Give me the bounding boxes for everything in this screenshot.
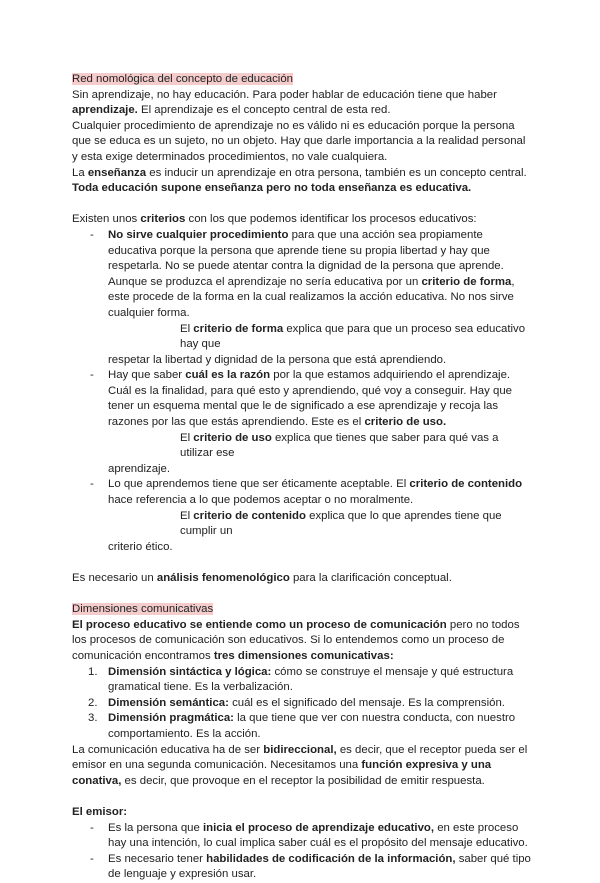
text: pero no todos los procesos de comunicación son educativos. Si lo entendemos como un proceso de comunicación encontramos	[72, 618, 520, 662]
text: , este procede de la forma en la cual realizamos la acción educativa. No nos sirve cualquier forma.	[108, 275, 515, 319]
bold-text: función expresiva y una conativa,	[72, 759, 492, 787]
text: Existen unos	[72, 213, 141, 226]
list-item	[72, 821, 534, 852]
bold-text: cuál es la razón	[185, 369, 271, 382]
text: El	[180, 431, 194, 444]
bold-text: criterio de contenido	[193, 509, 306, 522]
text: La	[72, 166, 88, 179]
text: cómo se construye el mensaje y qué estructura gramatical tiene. Es la verbalización.	[108, 665, 514, 694]
list-item	[72, 711, 534, 742]
text: es inducir un aprendizaje en otra persona, también es un concepto central.	[146, 166, 527, 179]
bold-text: No sirve cualquier procedimiento	[108, 228, 289, 241]
paragraph	[72, 181, 534, 197]
bold-text: criterio de uso	[193, 431, 272, 444]
paragraph	[72, 743, 534, 790]
paragraph	[72, 212, 534, 228]
bold-text: bidireccional,	[263, 743, 337, 756]
text: explica que lo que aprendes tiene que cumplir un	[180, 509, 502, 538]
bold-text: Toda educación supone enseñanza pero no toda enseñanza es educativa.	[72, 182, 472, 195]
section-heading-emisor	[72, 805, 534, 821]
bold-text: criterio de uso.	[364, 416, 447, 429]
paragraph: Cualquier procedimiento de aprendizaje no es válido ni es educación porque la persona que se educa es un sujeto, no un objeto. Hay que darle importancia a la realidad personal y esta exige determinados procedimientos, no vale cualquiera.	[72, 119, 526, 163]
spacer	[72, 197, 534, 213]
text: es decir, que el receptor pueda ser el emisor en una segunda comunicación. Necesitamos una	[72, 743, 528, 772]
indented-note	[108, 431, 534, 462]
spacer	[72, 789, 534, 805]
indented-note-continuation: respetar la libertad y dignidad de la persona que está aprendiendo.	[108, 353, 447, 366]
text: Es necesario un	[72, 572, 157, 584]
text: El aprendizaje es el concepto central de esta red.	[137, 104, 391, 117]
heading-highlight: Dimensiones comunicativas	[72, 603, 214, 616]
list-number: 3.	[88, 712, 98, 725]
list-item	[72, 696, 534, 712]
bold-text: enseñanza	[87, 166, 147, 179]
bold-text: El proceso educativo se entiende como un proceso de comunicación	[72, 618, 447, 631]
text: Lo que aprendemos tiene que ser éticamente aceptable. El	[108, 478, 410, 491]
text: en este proceso hay una intención, lo cual implica saber cuál es el propósito del mensaje educativo.	[108, 821, 528, 850]
text: es decir, que provoque en el receptor la posibilidad de emitir respuesta.	[121, 774, 485, 787]
text: para que una acción sea propiamente educativa porque la persona que aprende tiene su propia libertad y hay que respetarla. No se puede atentar contra la dignidad de la persona que aprende. Aunque se produzca el aprendizaje no sería educativa por un	[108, 228, 504, 288]
paragraph	[72, 166, 534, 182]
text: El	[180, 509, 194, 522]
bold-text: El emisor:	[72, 805, 128, 818]
paragraph	[72, 88, 534, 119]
spacer	[72, 555, 534, 571]
indented-note	[108, 509, 534, 540]
bold-text: criterio de contenido	[409, 478, 523, 491]
text: cuál es el significado del mensaje. Es la comprensión.	[228, 696, 505, 709]
list-item	[72, 665, 534, 696]
list-number: 2.	[88, 696, 98, 709]
text: Es la persona que	[108, 821, 203, 834]
list-item	[72, 852, 534, 883]
list-item	[72, 228, 534, 368]
text: saber qué tipo de lenguaje y expresión usar.	[108, 852, 531, 881]
indented-note-continuation: criterio ético.	[108, 540, 173, 553]
bold-text: criterio de forma	[421, 275, 512, 288]
bold-text: habilidades de codificación de la información,	[206, 852, 456, 865]
indented-note	[108, 322, 534, 353]
list-item	[72, 477, 534, 555]
bold-text: criterios	[140, 213, 186, 226]
text: la que tiene que ver con nuestra conducta, con nuestro comportamiento. Es la acción.	[108, 712, 516, 740]
criteria-list	[72, 228, 534, 555]
document-page	[72, 72, 534, 883]
text: hace referencia a lo que podemos aceptar o no moralmente.	[108, 494, 414, 507]
text: Es necesario tener	[108, 852, 207, 865]
emisor-list	[72, 821, 534, 883]
section-heading-red-nomologica	[72, 72, 534, 88]
spacer	[72, 587, 534, 603]
heading-highlight: Red nomológica del concepto de educación	[72, 73, 294, 85]
bold-text: criterio de forma	[193, 322, 284, 335]
text: con los que podemos identificar los procesos educativos:	[185, 213, 477, 226]
paragraph	[72, 618, 534, 665]
text: Sin aprendizaje, no hay educación. Para poder hablar de educación tiene que haber	[72, 88, 497, 101]
bold-text: aprendizaje.	[72, 104, 138, 117]
text: La comunicación educativa ha de ser	[72, 743, 264, 756]
indented-note-continuation: aprendizaje.	[108, 462, 171, 475]
bold-text: tres dimensiones comunicativas:	[213, 649, 394, 662]
text: El	[180, 322, 194, 335]
text: para la clarificación conceptual.	[289, 572, 452, 584]
text: por la que estamos adquiriendo el aprendizaje. Cuál es la finalidad, para qué esto y aprendiendo, qué voy a conseguir. Hay que tener un esquema mental que le de significado a ese aprendizaje y recoja las razones por las que estás aprendiendo. Este es el	[108, 369, 513, 429]
dimensions-list	[72, 665, 534, 743]
section-heading-dimensiones	[72, 602, 534, 618]
bold-text: Dimensión sintáctica y lógica:	[108, 665, 272, 678]
bold-text: Dimensión pragmática:	[108, 712, 234, 725]
bold-text: inicia el proceso de aprendizaje educativo,	[203, 821, 435, 834]
bold-text: análisis fenomenológico	[156, 572, 290, 584]
text: explica que tienes que saber para qué vas a utilizar ese	[180, 431, 499, 460]
text: Hay que saber	[108, 369, 186, 382]
paragraph	[72, 571, 534, 587]
list-number: 1.	[88, 665, 98, 678]
bold-text: Dimensión semántica:	[108, 696, 229, 709]
list-item	[72, 368, 534, 477]
text: explica que para que un proceso sea educativo hay que	[180, 322, 526, 351]
